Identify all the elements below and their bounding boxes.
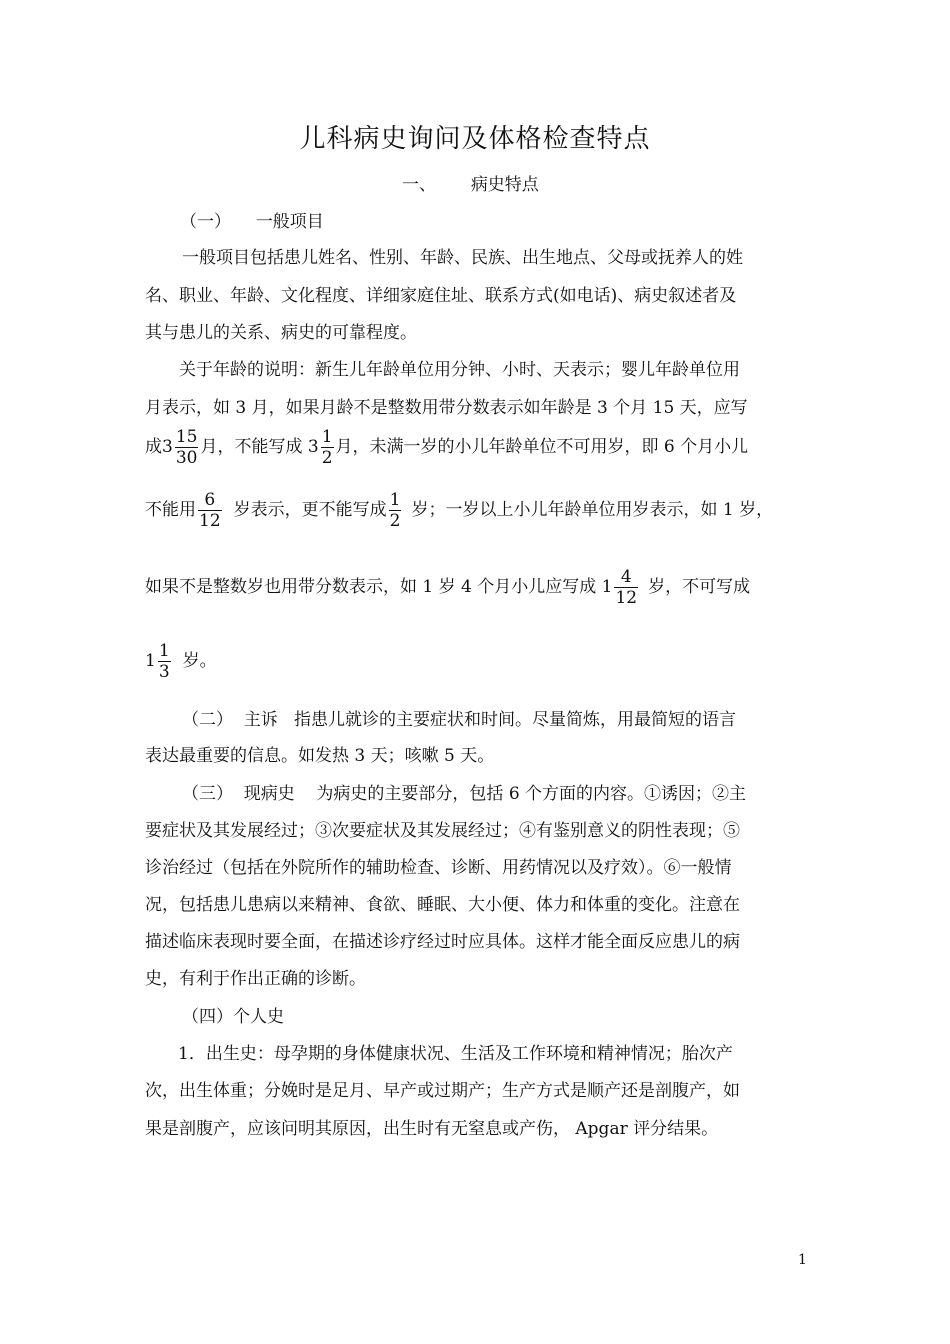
paragraph-line: 关于年龄的说明：新生儿年龄单位用分钟、小时、天表示；婴儿年龄单位用 <box>179 360 740 380</box>
fraction-numerator: 1 <box>389 490 401 510</box>
subsection-heading-personal: （四）个人史 <box>182 1007 284 1027</box>
paragraph-line: 史，有利于作出正确的诊断。 <box>145 969 366 989</box>
fraction-numerator: 1 <box>321 427 333 447</box>
paragraph-line-fractions <box>145 490 773 531</box>
paragraph-line: 月表示，如 3 月，如果月龄不是整数用带分数表示如年龄是 3 个月 15 天，应写 <box>145 398 748 418</box>
text-span: 月，不能写成 3 <box>200 437 319 457</box>
fraction-denominator: 30 <box>175 448 198 468</box>
fraction <box>198 490 222 531</box>
text-span: 如果不是整数岁也用带分数表示，如 1 岁 4 个月小儿应写成 1 <box>145 577 613 597</box>
text-span: 月，未满一岁的小儿年龄单位不可用岁，即 6 个月小儿 <box>335 437 749 457</box>
fraction-whole: 3 <box>162 437 173 457</box>
paragraph-line: 次，出生体重；分娩时是足月、早产或过期产；生产方式是顺产还是剖腹产，如 <box>145 1081 740 1101</box>
fraction-denominator: 2 <box>321 448 333 468</box>
text-span: 岁。 <box>182 651 217 671</box>
subsection-label: （一） <box>180 212 231 232</box>
section-heading <box>402 174 539 196</box>
fraction-denominator: 2 <box>389 511 401 531</box>
paragraph-line: 一般项目包括患儿姓名、性别、年龄、民族、出生地点、父母或抚养人的姓 <box>182 248 743 268</box>
text-span: 岁，不可写成 <box>648 577 751 597</box>
paragraph-line: （三） 现病史 为病史的主要部分，包括 6 个方面的内容。①诱因；②主 <box>182 784 747 804</box>
fraction <box>389 490 402 531</box>
paragraph-line: 况，包括患儿患病以来精神、食欲、睡眠、大小便、体力和体重的变化。注意在 <box>145 895 740 915</box>
fraction-denominator: 12 <box>615 588 638 608</box>
paragraph-line: 要症状及其发展经过；③次要症状及其发展经过；④有鉴别意义的阴性表现；⑤ <box>145 821 740 841</box>
paragraph-line: 描述临床表现时要全面，在描述诊疗经过时应具体。这样才能全面反应患儿的病 <box>145 932 740 952</box>
fraction-numerator: 15 <box>175 427 198 447</box>
fraction-numerator: 6 <box>198 490 222 511</box>
subsection-heading-general <box>180 211 324 233</box>
section-title: 病史特点 <box>470 175 539 195</box>
fraction <box>614 567 638 608</box>
paragraph-line-fractions <box>145 567 750 608</box>
paragraph-line: 果是剖腹产，应该问明其原因，出生时有无窒息或产伤， Apgar 评分结果。 <box>145 1119 719 1139</box>
paragraph-line-fractions <box>145 427 748 468</box>
fraction-denominator: 12 <box>199 511 221 531</box>
document-title: 儿科病史询问及体格检查特点 <box>299 124 651 154</box>
paragraph-line-fractions <box>145 641 217 682</box>
fraction-numerator: 1 <box>158 641 170 661</box>
subsection-title: 一般项目 <box>255 212 324 232</box>
paragraph-line: 名、职业、年龄、文化程度、详细家庭住址、联系方式(如电话)、病史叙述者及 <box>145 286 737 306</box>
paragraph-line: 表达最重要的信息。如发热 3 天；咳嗽 5 天。 <box>145 746 495 766</box>
fraction <box>321 427 334 468</box>
fraction-numerator: 4 <box>614 567 638 588</box>
fraction-whole: 1 <box>145 651 156 671</box>
paragraph-line: 1．出生史：母孕期的身体健康状况、生活及工作环境和精神情况；胎次产 <box>178 1044 733 1064</box>
fraction-denominator: 3 <box>158 662 170 682</box>
page-number: 1 <box>798 1252 807 1268</box>
text-span: 岁表示，更不能写成 <box>233 500 387 520</box>
fraction <box>158 641 171 682</box>
text-span: 不能用 <box>145 500 196 520</box>
paragraph-line: 诊治经过（包括在外院所作的辅助检查、诊断、用药情况以及疗效）。⑥一般情 <box>145 858 732 878</box>
fraction <box>175 427 199 468</box>
text-span: 成 <box>145 437 162 457</box>
section-number: 一、 <box>402 175 436 195</box>
paragraph-line: 其与患儿的关系、病史的可靠程度。 <box>145 323 417 343</box>
text-span: 岁；一岁以上小儿年龄单位用岁表示，如 1 岁， <box>411 500 774 520</box>
paragraph-line: （二） 主诉 指患儿就诊的主要症状和时间。尽量简炼，用最简短的语言 <box>182 710 737 730</box>
